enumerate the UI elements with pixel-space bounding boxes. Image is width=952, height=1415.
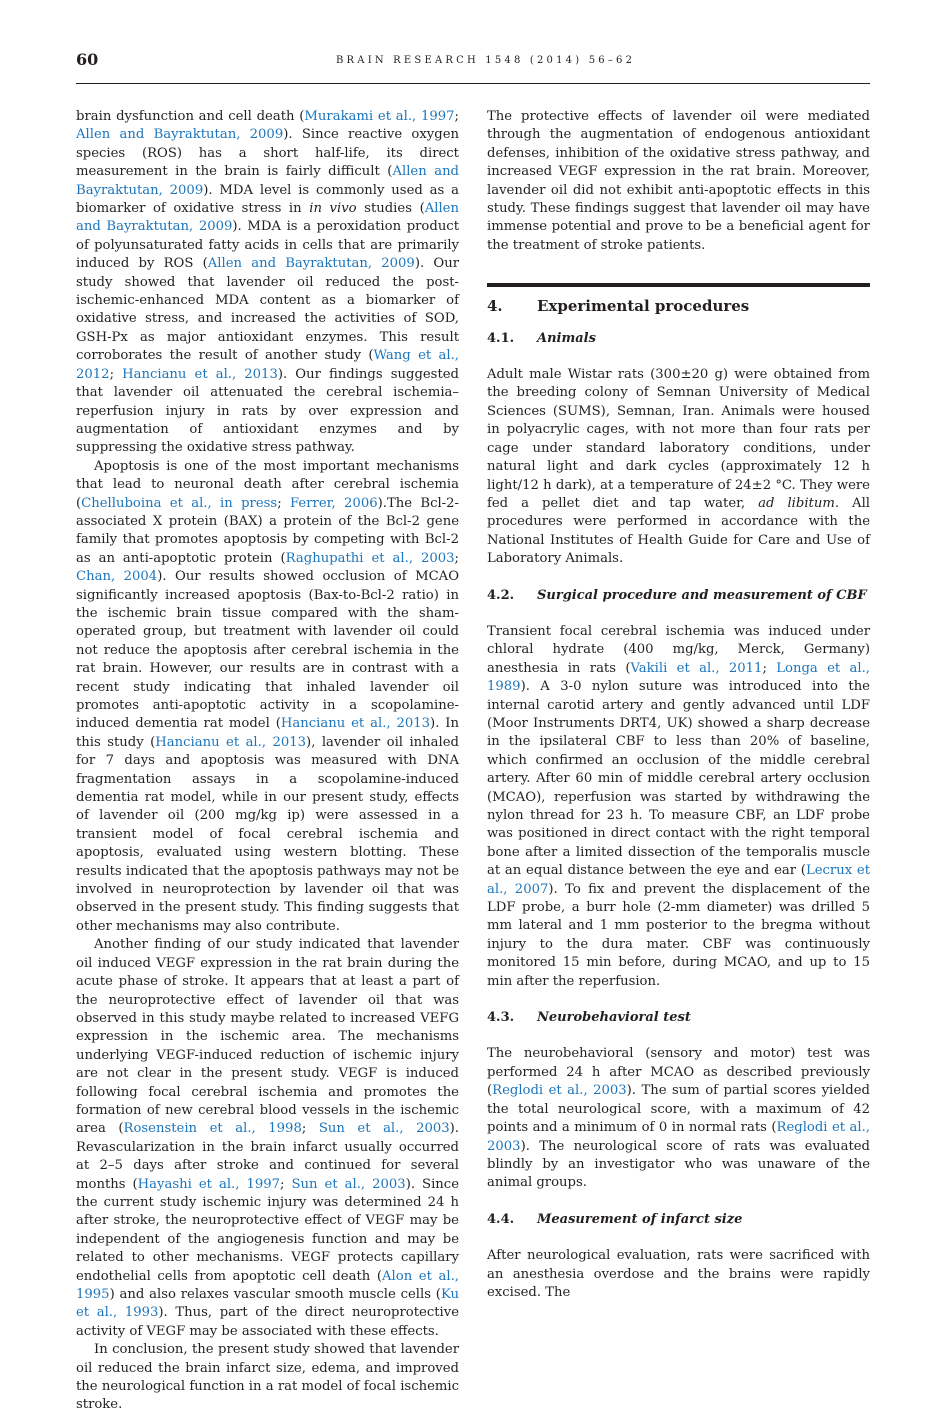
citation-link[interactable]: Allen and Bayraktutan, 2009 [76, 127, 284, 143]
body-text: ). MDA level is commonly used as a biomarker of oxidative stress in [76, 182, 459, 217]
body-text: ad libitum [758, 495, 835, 511]
right-column [487, 108, 870, 1302]
subsection-number: 4.1. [487, 330, 515, 346]
body-text: ; [762, 660, 777, 676]
subsection-title: Measurement of infarct size [537, 1211, 743, 1227]
body-text: ) and also relaxes vascular smooth muscle cells ( [109, 1287, 441, 1302]
citation-link[interactable]: Lecrux et al., 2007 [487, 863, 870, 897]
body-text: The neurobehavioral (sensory and motor) test was performed 24 h after MCAO as described previously ( [487, 1046, 870, 1099]
subsection-number: 4.4. [487, 1211, 515, 1227]
citation-link[interactable]: Longa et al., 1989 [487, 660, 870, 695]
discussion-paragraph [76, 458, 459, 937]
section-number: 4. [487, 297, 503, 316]
citation-link[interactable]: Hancianu et al., 2013 [280, 716, 431, 732]
body-text: ). The sum of partial scores yielded the total neurological score, with a maximum of 42 points and a minimum of 0 in normal rats ( [487, 1083, 870, 1136]
citation-link[interactable]: Chelluboina et al., in press [81, 495, 278, 511]
body-text: Apoptosis is one of the most important mechanisms that lead to neuronal death after cerebral ischemia ( [76, 458, 459, 511]
body-text: After neurological evaluation, rats were sacrificed with an anesthesia overdose and the brains were rapidly excised. The [487, 1248, 870, 1300]
subsection-heading [487, 587, 870, 605]
body-text: Adult male Wistar rats (300±20 g) were obtained from the breeding colony of Semnan University of Medical Sciences (SUMS), Semnan, Iran. Animals were housed in polyacrylic cages, with not more than four rats per cage under standard laboratory conditions, under natural light and dark cycles (approximately 12 h light/12 h dark), at a temperature of 24±2 °C. They were fed a pellet diet and tap water, [487, 367, 870, 511]
body-text: ). Revascularization in the brain infarct usually occurred at 2–5 days after stroke and continued for several months ( [76, 1121, 459, 1192]
body-text: ). Our results showed occlusion of MCAO significantly increased apoptosis (Bax-to-Bcl-2 ratio) in the ischemic brain tissue compared with the sham-operated group, but treatment with lavender oil could not reduce the apoptosis after cerebral ischemia in the rat brain. However, our results are in contrast with a recent study indicating that inhaled lavender oil promotes anti-apoptotic activity in a scopolamine-induced dementia rat model ( [76, 569, 460, 732]
body-text: Transient focal cerebral ischemia was induced under chloral hydrate (400 mg/kg, Merck, Germany) anesthesia in rats ( [487, 623, 870, 676]
body-text: ; [280, 1176, 292, 1192]
discussion-paragraph [76, 936, 459, 1341]
citation-link[interactable]: Raghupathi et al., 2003 [285, 550, 455, 566]
page-number: 60 [76, 50, 99, 69]
body-text: ). To fix and prevent the displacement of the LDF probe, a burr hole (2-mm diameter) was drilled 5 mm lateral and 1 mm posterior to the bregma without injury to the dura mater. CBF was continuously monitored 15 min before, during MCAO, and up to 15 min after the reperfusion. [487, 881, 871, 989]
subsection-body [487, 366, 870, 568]
body-text: ; [454, 109, 459, 124]
body-text: ). In this study ( [76, 716, 459, 750]
body-text: . All procedures were performed in accordance with the National Institutes of Health Guide for Care and Use of Laboratory Animals. [487, 495, 870, 567]
subsection-number: 4.3. [487, 1010, 515, 1026]
body-text: ). Our findings suggested that lavender oil attenuated the cerebral ischemia–reperfusion injury in rats by over expression and augmentation of antioxidant enzymes and by suppressing the oxidative stress pathway. [76, 366, 459, 456]
body-text: In conclusion, the present study showed that lavender oil reduced the brain infarct size, edema, and improved the neurological function in a rat model of focal ischemic stroke. [76, 1342, 459, 1413]
body-text: ). MDA is a peroxidation product of polyunsaturated fatty acids in cells that are primarily induced by ROS ( [76, 219, 459, 272]
citation-link[interactable]: Vakili et al., 2011 [630, 660, 763, 676]
discussion-paragraph [76, 108, 459, 458]
body-text: ; [301, 1121, 319, 1137]
subsections [487, 330, 870, 1303]
citation-link[interactable]: Murakami et al., 1997 [304, 109, 455, 124]
citation-link[interactable]: Alon et al., 1995 [76, 1268, 459, 1302]
left-column [76, 108, 459, 1415]
citation-link[interactable]: Allen and Bayraktutan, 2009 [207, 256, 415, 272]
body-text: brain dysfunction and cell death ( [76, 109, 305, 124]
body-text: ). A 3-0 nylon suture was introduced into the internal carotid artery and gently advanced until LDF (Moor Instruments DRT4, UK) showed a sharp decrease in the ipsilateral CBF to less than 20% of baseline, which confirmed an occlusion of the middle cerebral artery. After 60 min of middle cerebral artery occlusion (MCAO), reperfusion was started by withdrawing the nylon thread for 23 h. To measure CBF, an LDF probe was positioned in direct contact with the right temporal bone after a limited dissection of the temporalis muscle at an equal distance between the eye and ear ( [487, 679, 870, 879]
citation-link[interactable]: Wang et al., 2012 [76, 348, 459, 382]
body-text: ; [454, 550, 459, 566]
citation-link[interactable]: Reglodi et al., 2003 [492, 1083, 627, 1099]
citation-link[interactable]: Ku et al., 1993 [76, 1287, 459, 1321]
body-text: Another finding of our study indicated that lavender oil induced VEGF expression in the rat brain during the acute phase of stroke. It appears that at least a part of the neuroprotective effect of lavender oil that was observed in this study maybe related to increased VEFG expression in the ischemic area. The mechanisms underlying VEGF-induced reduction of ischemic injury are not clear in the present study. VEGF is induced following focal cerebral ischemia and promotes the formation of new cerebral blood vessels in the ischemic area ( [76, 937, 459, 1137]
section-rule [487, 283, 870, 287]
body-text: ), lavender oil inhaled for 7 days and apoptosis was measured with DNA fragmentation assays in a scopolamine-induced dementia rat model, while in our present study, effects of lavender oil (200 mg/kg ip) were assessed in a transient model of focal cerebral ischemia and apoptosis, evaluated using western blotting. These results indicated that the apoptosis pathways may not be involved in neuroprotection by lavender oil that was observed in the present study. This finding suggests that other mechanisms may also contribute. [76, 734, 459, 934]
body-text: ). The neurological score of rats was evaluated blindly by an investigator who was unaware of the animal groups. [487, 1138, 870, 1191]
citation-link[interactable]: Ferrer, 2006 [290, 495, 378, 511]
citation-link[interactable]: Allen and Bayraktutan, 2009 [76, 201, 459, 235]
subsection-body [487, 1045, 870, 1192]
running-head: BRAIN RESEARCH 1548 (2014) 56–62 [336, 55, 636, 66]
citation-link[interactable]: Chan, 2004 [76, 569, 158, 585]
citation-link[interactable]: Allen and Bayraktutan, 2009 [76, 164, 460, 198]
citation-link[interactable]: Reglodi et al., 2003 [487, 1120, 870, 1154]
citation-link[interactable]: Sun et al., 2003 [291, 1176, 406, 1192]
body-text: ). Since the current study ischemic injury was determined 24 h after stroke, the neuroprotective effect of VEGF may be independent of the angiogenesis function and may be related to other mechanisms. VEGF protects capillary endothelial cells from apoptotic cell death ( [76, 1176, 459, 1284]
body-text: ; [277, 495, 290, 511]
subsection-heading [487, 1211, 870, 1229]
body-text: in vivo [309, 201, 357, 217]
subsection-title: Animals [537, 330, 596, 346]
section-title: Experimental procedures [537, 297, 750, 316]
subsection-body [487, 623, 870, 991]
body-text: ). Thus, part of the direct neuroprotective activity of VEGF may be associated with these effects. [76, 1305, 459, 1339]
discussion-paragraph [76, 1341, 459, 1415]
section-heading [487, 297, 870, 315]
subsection-number: 4.2. [487, 587, 515, 603]
body-text: The protective effects of lavender oil were mediated through the augmentation of endogenous antioxidant defenses, inhibition of the oxidative stress pathway, and increased VEGF expression in the rat brain. Moreover, lavender oil did not exhibit anti-apoptotic effects in this study. These findings suggest that lavender oil may have immense potential and prove to be a beneficial agent for the treatment of stroke patients. [487, 109, 870, 253]
body-text: ; [109, 366, 123, 382]
citation-link[interactable]: Sun et al., 2003 [318, 1121, 450, 1137]
citation-link[interactable]: Hancianu et al., 2013 [122, 366, 278, 382]
subsection-heading [487, 330, 870, 348]
citation-link[interactable]: Hayashi et al., 1997 [137, 1176, 281, 1192]
body-text: ). Since reactive oxygen species (ROS) has a short half-life, its direct measurement in the brain is fairly difficult ( [76, 127, 459, 180]
subsection-heading [487, 1009, 870, 1027]
citation-link[interactable]: Rosenstein et al., 1998 [123, 1121, 302, 1137]
body-text: ).The Bcl-2-associated X protein (BAX) a protein of the Bcl-2 gene family that promotes apoptosis by competing with Bcl-2 as an anti-apoptotic protein ( [76, 495, 459, 566]
body-text: ). Our study showed that lavender oil reduced the post-ischemic-enhanced MDA content as a biomarker of oxidative stress, and increased the activities of SOD, GSH-Px as major antioxidant enzymes. This result corroborates the result of another study ( [76, 256, 459, 364]
subsection-title: Neurobehavioral test [537, 1010, 691, 1026]
body-text: studies ( [356, 201, 425, 217]
citation-link[interactable]: Hancianu et al., 2013 [155, 734, 307, 750]
conclusion-paragraph [487, 108, 870, 255]
header-rule [76, 83, 870, 84]
subsection-title: Surgical procedure and measurement of CBF [537, 587, 867, 603]
subsection-body [487, 1247, 870, 1302]
